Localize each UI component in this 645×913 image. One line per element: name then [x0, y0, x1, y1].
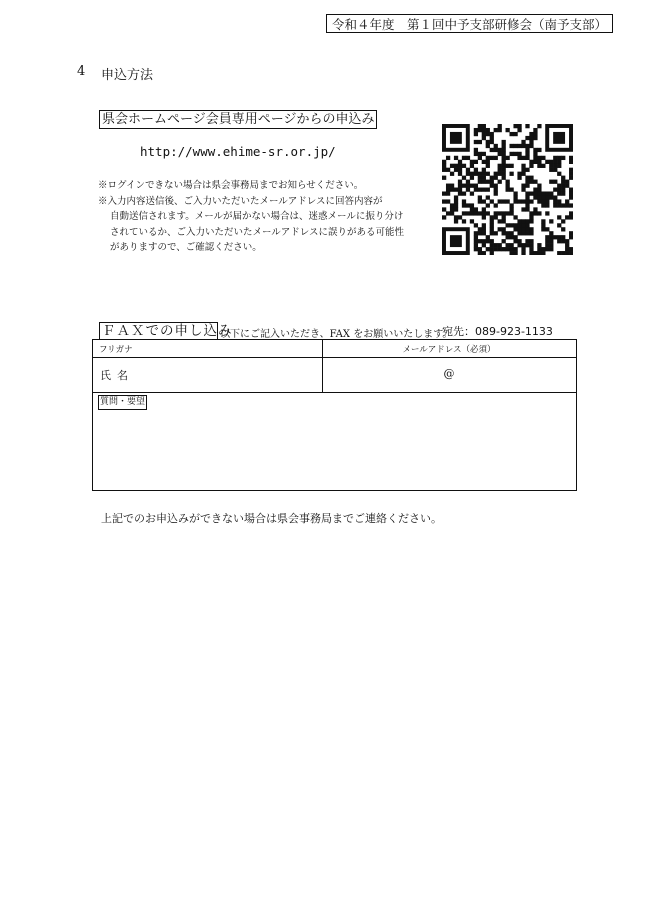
email-label: メールアドレス（必須） [402, 345, 496, 355]
web-notes [98, 178, 404, 256]
email-at-sign: @ [443, 367, 455, 380]
questions-label: 質問・要望 [98, 395, 147, 410]
note-line: がありますので、ご確認ください。 [110, 242, 262, 253]
fax-description: 以下にご記入いただき、FAX をお願いいたします。 [220, 329, 453, 340]
footer-note: 上記でのお申込みができない場合は県会事務局までご連絡ください。 [101, 512, 442, 525]
fax-form-table [92, 339, 577, 491]
section-title: 申込方法 [101, 68, 154, 83]
furigana-label: フリガナ [99, 345, 133, 355]
web-application-heading: 県会ホームページ会員専用ページからの申込み [99, 110, 377, 129]
note-line: 自動送信されます。メールが届かない場合は、迷惑メールに振り分け [110, 211, 404, 222]
note-line: ※ログインできない場合は県会事務局までお知らせください。 [98, 180, 364, 191]
fax-application-heading: ＦＡＸでの申し込み [99, 322, 218, 340]
note-line: されているか、ご入力いただいたメールアドレスに誤りがある可能性 [110, 226, 405, 238]
website-url-link[interactable]: http://www.ehime-sr.or.jp/ [140, 144, 336, 159]
qr-code-icon[interactable] [442, 124, 573, 255]
note-line: ※入力内容送信後、ご入力いただいたメールアドレスに回答内容が [98, 195, 383, 207]
section-number: 4 [77, 64, 86, 79]
document-header-title: 令和４年度 第１回中予支部研修会（南予支部） [326, 14, 613, 33]
name-label: 氏名 [100, 369, 134, 382]
fax-destination-number: 宛先：089-923-1133 [442, 325, 553, 338]
